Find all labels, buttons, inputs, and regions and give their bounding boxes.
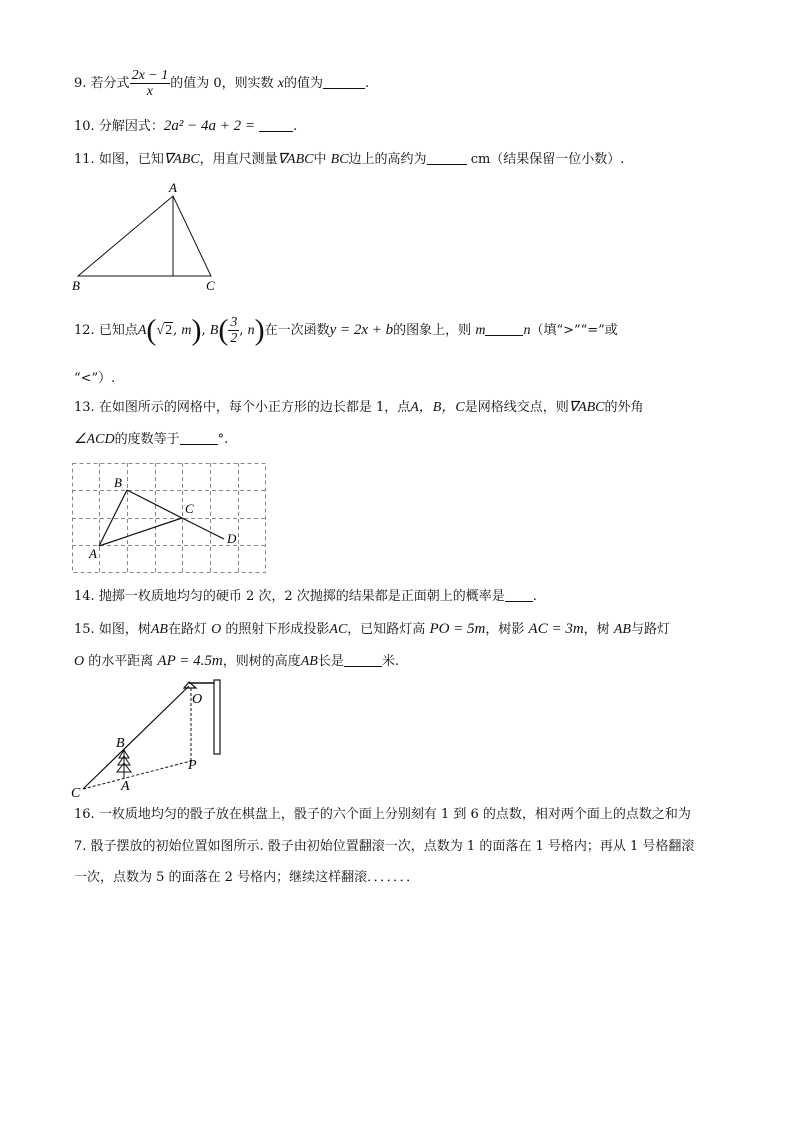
q12-point-B: B	[209, 323, 219, 338]
q15-AB: AB	[150, 622, 168, 637]
q11-answer-blank[interactable]	[427, 152, 467, 165]
q9-var: x	[277, 76, 284, 91]
q16-line-1: 一枚质地均匀的骰子放在棋盘上，骰子的六个面上分别刻有 1 到 6 的点数，相对两个面上的点数之和为	[98, 807, 691, 822]
q11-segment: BC	[330, 152, 349, 167]
q15-label-A: A	[121, 779, 130, 794]
q15-PO: PO = 5m	[429, 621, 486, 637]
q11-triangle-2: ∇ABC	[277, 152, 314, 167]
question-15	[74, 620, 670, 639]
q13-answer-blank[interactable]	[180, 432, 218, 445]
q11-text-1: 如图，已知	[98, 152, 164, 167]
question-11	[74, 151, 624, 169]
q13-label-D: D	[227, 531, 237, 546]
q15-text-9: ，则树的高度	[222, 654, 301, 669]
q13-text-4: 的度数等于	[114, 432, 180, 447]
q15-AP: AP = 4.5m	[157, 653, 223, 669]
question-13	[74, 399, 644, 417]
q15-label-B: B	[116, 736, 125, 751]
question-15-line-2	[74, 652, 399, 671]
q13-text-2: 是网格线交点，则	[464, 400, 569, 415]
q12-paren-open-1: (	[146, 313, 157, 347]
q15-text-4: ，已知路灯高	[347, 622, 426, 637]
q12-n: n	[247, 323, 255, 338]
q11-triangle: ∇ABC	[163, 152, 200, 167]
q12-sqrt-radicand: 2	[165, 323, 173, 338]
q11-label-B: B	[72, 278, 80, 293]
q10-expression: 2a² − 4a + 2 =	[163, 118, 255, 134]
q13-label-C: C	[185, 501, 194, 516]
q15-number: 15.	[74, 622, 95, 637]
q15-label-O: O	[192, 692, 203, 707]
q15-answer-blank[interactable]	[344, 654, 382, 667]
question-12: 12. 已知点A(√2, m), B( $\frac{3}{2}$ , n)在一次函数y = 2x + b的图象上，则 m n（填“>”“=”或	[74, 313, 618, 347]
q15-label-P: P	[188, 758, 197, 773]
q14-number: 14.	[74, 589, 95, 604]
q15-label-C: C	[71, 786, 81, 801]
q14-end: .	[532, 589, 537, 604]
q12-frac-denominator: 2	[230, 331, 238, 346]
q15-ground-line	[83, 761, 191, 789]
q10-end: .	[293, 119, 298, 134]
q11-label-C: C	[206, 278, 215, 293]
q12-text-1: 已知点	[98, 323, 138, 338]
q15-text-11: 米.	[381, 654, 399, 669]
q12-frac-numerator: 3	[230, 315, 238, 330]
q13-points: A，B，C	[410, 400, 465, 415]
q12-n-2: n	[523, 323, 531, 338]
q12-sqrt: √2	[156, 323, 173, 338]
q12-answer-blank[interactable]	[485, 323, 523, 336]
q10-answer-blank[interactable]	[259, 119, 293, 132]
q13-label-A: A	[89, 546, 97, 561]
q15-text-2: 在路灯	[167, 622, 207, 637]
q9-text-mid: 的值为 0，则实数	[170, 76, 274, 91]
q9-frac-denominator: x	[146, 84, 153, 99]
question-12-line-2: “<”）.	[74, 371, 116, 386]
q13-degree: °.	[217, 432, 229, 447]
q15-AB-3: AB	[300, 654, 318, 669]
q13-grid-figure	[72, 463, 268, 575]
q9-text-pre: 若分式	[90, 76, 130, 91]
q12-m-2: m	[475, 323, 486, 338]
q12-paren-close-1: )	[191, 313, 202, 347]
q11-text-2: ，用直尺测量	[199, 152, 278, 167]
q12-text-2: 在一次函数	[264, 323, 330, 338]
q14-text: 抛掷一枚质地均匀的硬币 2 次，2 次抛掷的结果都是正面朝上的概率是	[98, 589, 505, 604]
question-13-line-2	[74, 431, 228, 449]
q13-triangle: ∇ABC	[568, 400, 605, 415]
q13-angle: ∠ACD	[74, 432, 115, 447]
q16-number: 16.	[74, 807, 95, 822]
q12-text-3: 的图象上，则	[393, 323, 472, 338]
q9-frac-numerator: 2x − 1	[131, 68, 169, 83]
q12-m: m	[181, 323, 192, 338]
q15-text-6: ，树	[583, 622, 610, 637]
q14-answer-blank[interactable]	[505, 589, 533, 602]
q15-streetlight-figure	[66, 676, 236, 802]
q12-point-A: A	[137, 323, 147, 338]
q12-fraction	[228, 315, 239, 346]
q13-text-1: 在如图所示的网格中，每个小正方形的边长都是 1，点	[98, 400, 411, 415]
q11-triangle-shape	[78, 196, 211, 276]
q13-number: 13.	[74, 400, 95, 415]
q12-number: 12.	[74, 323, 95, 338]
q15-text-5: ，树影	[485, 622, 525, 637]
q11-text-5: cm（结果保留一位小数）.	[470, 152, 625, 167]
q15-AB-2: AB	[613, 622, 631, 637]
q12-paren-open-2: (	[218, 313, 229, 347]
q15-AC: AC	[329, 622, 348, 637]
question-9	[74, 68, 369, 99]
q15-text-7: 与路灯	[630, 622, 670, 637]
q12-function: y = 2x + b	[329, 322, 394, 338]
q10-number: 10.	[74, 119, 95, 134]
q9-fraction	[130, 68, 171, 99]
q15-O: O	[211, 622, 222, 637]
q13-grid	[72, 463, 266, 573]
q15-text-8: 的水平距离	[88, 654, 154, 669]
q15-text-3: 的照射下形成投影	[225, 622, 330, 637]
q15-lamp-pole	[214, 680, 220, 754]
q15-text-1: 如图，树	[98, 622, 151, 637]
q9-text-post: 的值为	[284, 76, 324, 91]
question-16-line-2: 7. 骰子摆放的初始位置如图所示. 骰子由初始位置翻滚一次，点数为 1 的面落在 1 号格内；再从 1 号格翻滚	[74, 839, 695, 854]
q9-answer-blank[interactable]	[323, 76, 365, 89]
question-10	[74, 117, 297, 136]
q15-text-10: 长是	[317, 654, 344, 669]
q13-label-B: B	[114, 475, 122, 490]
q15-O-2: O	[74, 654, 85, 669]
q13-text-3: 的外角	[604, 400, 644, 415]
q10-text: 分解因式：	[98, 119, 164, 134]
q11-label-A: A	[169, 180, 177, 195]
question-14	[74, 588, 537, 606]
q15-AC-value: AC = 3m	[528, 621, 584, 637]
q11-number: 11.	[74, 152, 95, 167]
q11-text-3: 中	[313, 152, 327, 167]
q9-end: .	[365, 76, 370, 91]
q11-text-4: 边上的高约为	[348, 152, 427, 167]
q12-paren-close-2: )	[254, 313, 265, 347]
q9-number: 9.	[74, 76, 87, 91]
q11-triangle-figure	[68, 178, 228, 296]
question-16	[74, 806, 691, 824]
question-16-line-3: 一次，点数为 5 的面落在 2 号格内；继续这样翻滚．．．．．．．	[74, 870, 420, 885]
q15-light-ray	[83, 686, 189, 789]
q12-text-4: （填“>”“=”或	[530, 323, 618, 338]
